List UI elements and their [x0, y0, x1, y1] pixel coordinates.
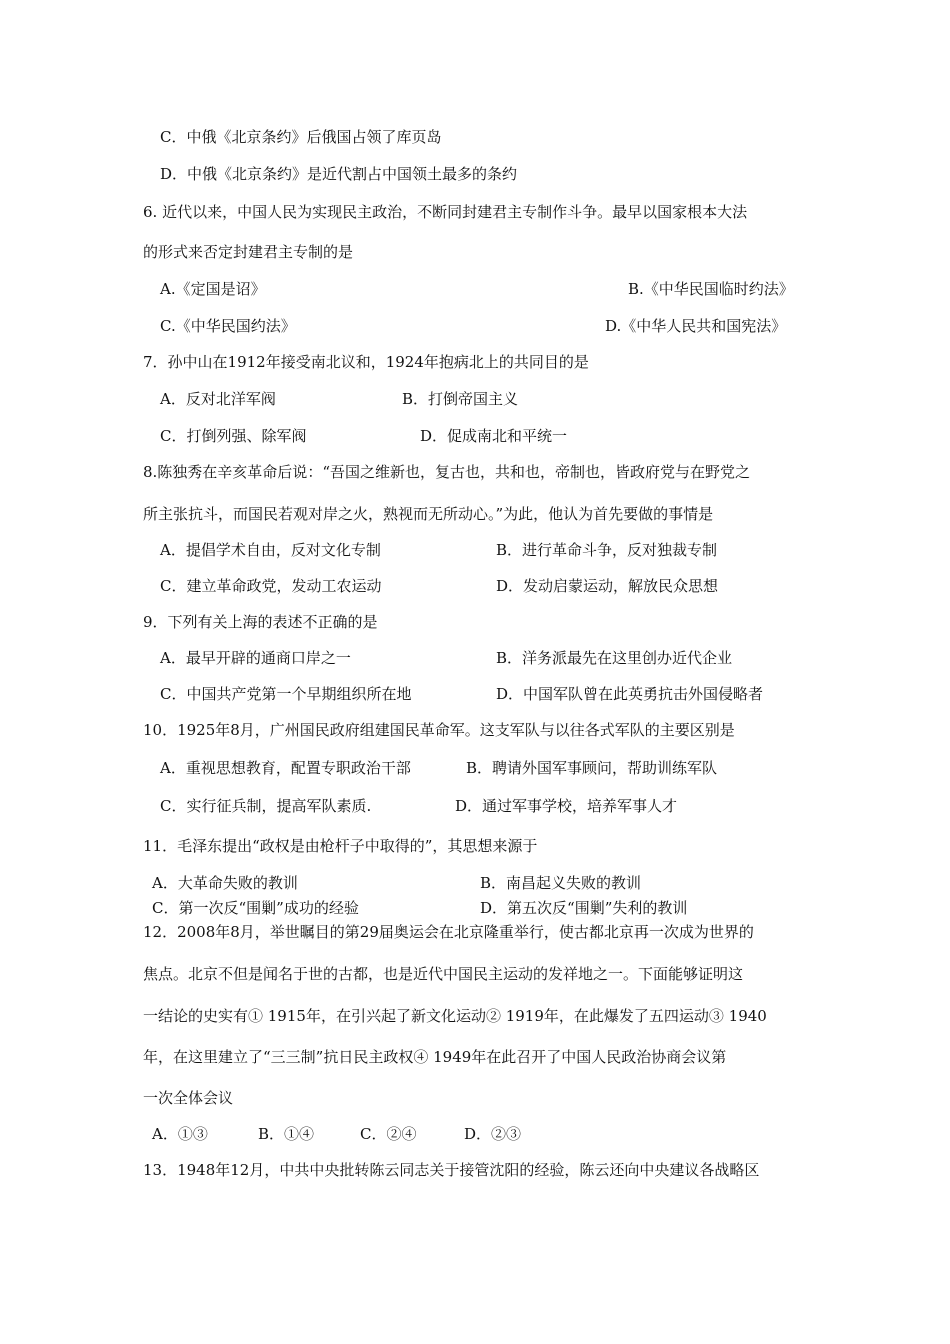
- q5-option-d: D．中俄《北京条约》是近代割占中国领土最多的条约: [160, 165, 518, 183]
- q12-option-a: A．①③: [152, 1125, 208, 1143]
- q13-stem-line1: 13．1948年12月，中共中央批转陈云同志关于接管沈阳的经验，陈云还向中央建议各战略区: [143, 1161, 760, 1179]
- q6-option-d: D.《中华人民共和国宪法》: [605, 317, 787, 335]
- q7-option-d: D．促成南北和平统一: [420, 427, 568, 445]
- q9-option-c: C．中国共产党第一个早期组织所在地: [160, 685, 412, 703]
- q12-option-c: C．②④: [360, 1125, 417, 1143]
- q12-stem-line1: 12．2008年8月，举世瞩目的第29届奥运会在北京隆重举行，使古都北京再一次成为世界的: [143, 923, 754, 941]
- q8-option-c: C．建立革命政党，发动工农运动: [160, 577, 382, 595]
- q8-option-b: B．进行革命斗争，反对独裁专制: [496, 541, 718, 559]
- q8-stem-line1: 8.陈独秀在辛亥革命后说：“吾国之维新也，复古也，共和也，帝制也，皆政府党与在野党之: [143, 463, 750, 481]
- q9-stem: 9．下列有关上海的表述不正确的是: [143, 613, 378, 631]
- q6-stem-line2: 的形式来否定封建君主专制的是: [143, 243, 354, 261]
- q11-stem: 11．毛泽东提出“政权是由枪杆子中取得的”，其思想来源于: [143, 837, 538, 855]
- q12-option-d: D．②③: [464, 1125, 522, 1143]
- q7-option-c: C．打倒列强、除军阀: [160, 427, 307, 445]
- q11-option-b: B．南昌起义失败的教训: [480, 874, 642, 892]
- q6-option-c: C.《中华民国约法》: [160, 317, 296, 335]
- q6-stem-line1: 6. 近代以来，中国人民为实现民主政治，不断同封建君主专制作斗争。最早以国家根本大法: [143, 203, 748, 221]
- q10-option-a: A．重视思想教育，配置专职政治干部: [160, 759, 411, 777]
- q12-stem-line2: 焦点。北京不但是闻名于世的古都，也是近代中国民主运动的发祥地之一。下面能够证明这: [143, 965, 744, 983]
- q6-option-b: B.《中华民国临时约法》: [628, 280, 794, 298]
- q11-option-a: A．大革命失败的教训: [152, 874, 298, 892]
- q12-option-b: B．①④: [258, 1125, 315, 1143]
- q8-option-d: D．发动启蒙运动，解放民众思想: [496, 577, 719, 595]
- q6-option-a: A.《定国是诏》: [160, 280, 266, 298]
- q12-stem-line3: 一结论的史实有① 1915年，在引兴起了新文化运动② 1919年，在此爆发了五四运动③ 1940: [143, 1007, 767, 1025]
- q11-option-c: C．第一次反“围剿”成功的经验: [152, 899, 359, 917]
- q10-option-b: B．聘请外国军事顾问，帮助训练军队: [466, 759, 718, 777]
- q10-option-d: D．通过军事学校，培养军事人才: [455, 797, 678, 815]
- q7-option-a: A．反对北洋军阀: [160, 390, 276, 408]
- q9-option-a: A．最早开辟的通商口岸之一: [160, 649, 351, 667]
- q5-option-c: C．中俄《北京条约》后俄国占领了库页岛: [160, 128, 442, 146]
- q10-option-c: C．实行征兵制，提高军队素质.: [160, 797, 372, 815]
- q11-option-d: D．第五次反“围剿”失利的教训: [480, 899, 688, 917]
- q9-option-d: D．中国军队曾在此英勇抗击外国侵略者: [496, 685, 764, 703]
- q12-stem-line4: 年，在这里建立了“三三制”抗日民主政权④ 1949年在此召开了中国人民政治协商会议第: [143, 1048, 727, 1066]
- q8-option-a: A．提倡学术自由，反对文化专制: [160, 541, 381, 559]
- q12-stem-line5: 一次全体会议: [143, 1089, 234, 1107]
- q8-stem-line2: 所主张抗斗，而国民若观对岸之火，熟视而无所动心。”为此，他认为首先要做的事情是: [143, 505, 714, 523]
- q10-stem: 10．1925年8月，广州国民政府组建国民革命军。这支军队与以往各式军队的主要区别是: [143, 721, 735, 739]
- q7-option-b: B．打倒帝国主义: [402, 390, 519, 408]
- q9-option-b: B．洋务派最先在这里创办近代企业: [496, 649, 733, 667]
- q7-stem: 7．孙中山在1912年接受南北议和，1924年抱病北上的共同目的是: [143, 353, 589, 371]
